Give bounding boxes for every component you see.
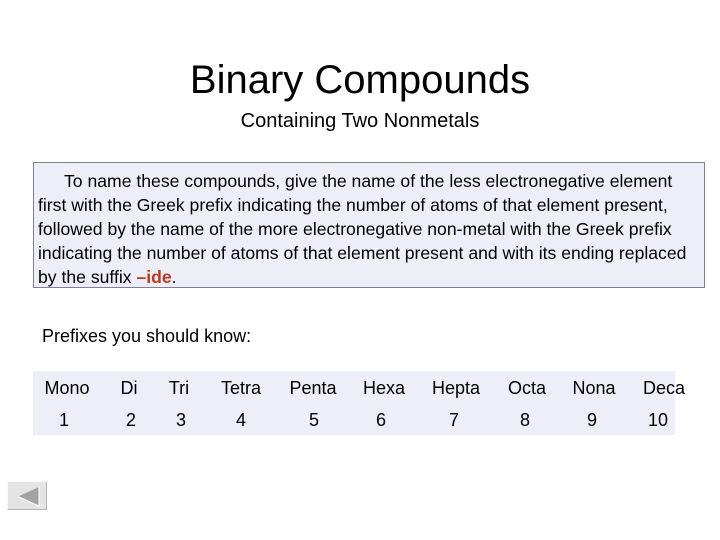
slide-subtitle: Containing Two Nonmetals [240, 110, 480, 132]
prefix-number: 1 [58, 410, 69, 430]
prefix-number: 10 [647, 410, 669, 430]
prefix-name: Tetra [220, 378, 262, 398]
prefix-number: 3 [175, 410, 186, 430]
prefix-name: Tri [168, 378, 190, 398]
naming-rule-text: To name these compounds, give the name of the less electronegative element first with the Greek prefix indicating the number of atoms of that element present, followed by the name of the more electronegative non-metal with the Greek prefix indicating the number of atoms of that element present and with its ending replaced by the suffix [38, 171, 687, 287]
prefix-name: Mono [44, 378, 90, 398]
prefix-name: Di [120, 378, 138, 398]
prefix-number: 9 [586, 410, 597, 430]
prefix-number: 5 [308, 410, 319, 430]
prefix-number: 7 [448, 410, 459, 430]
prefix-number: 4 [235, 410, 246, 430]
prefix-table [33, 371, 686, 435]
prefix-name: Hexa [362, 378, 406, 398]
slide-title: Binary Compounds [189, 58, 531, 102]
prefix-name: Penta [289, 378, 337, 398]
prefix-name: Deca [642, 378, 686, 398]
naming-rule-period: . [171, 267, 177, 287]
prefix-number: 2 [125, 410, 136, 430]
prefix-name: Octa [507, 378, 546, 398]
prefix-name: Hepta [431, 378, 481, 398]
suffix-ide: –ide [136, 267, 172, 287]
prefix-name: Nona [572, 378, 616, 398]
prefixes-heading: Prefixes you should know: [42, 326, 252, 346]
naming-rule-box [33, 162, 705, 288]
back-button[interactable] [7, 481, 47, 510]
triangle-left-icon [8, 482, 48, 511]
prefix-number: 8 [519, 410, 530, 430]
prefix-number: 6 [375, 410, 386, 430]
